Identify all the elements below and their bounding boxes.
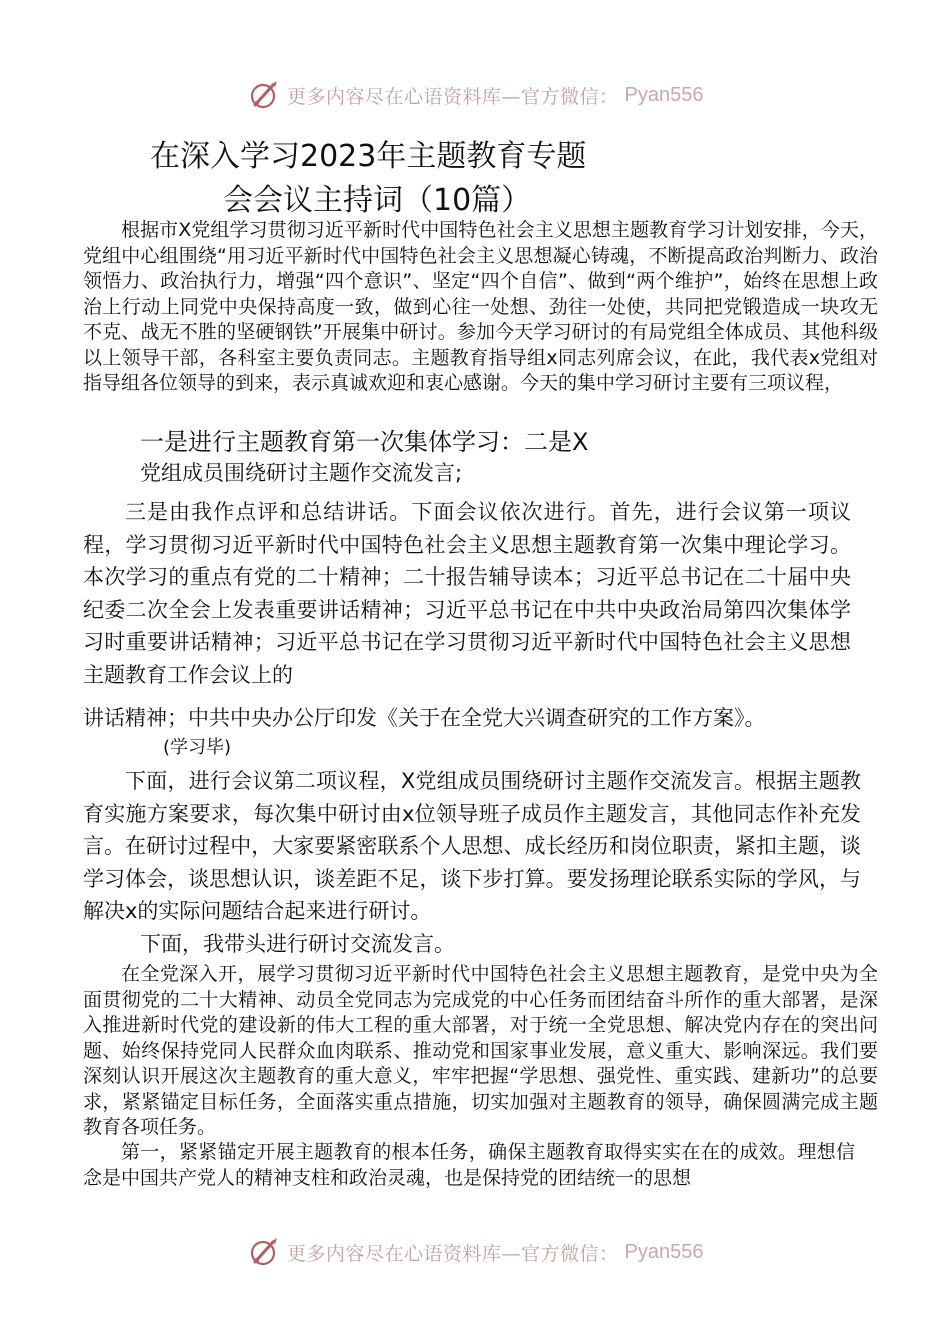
watermark-text: 更多内容尽在心语资料库—官方微信： — [287, 85, 619, 108]
watermark-footer — [247, 1235, 703, 1269]
paragraph-speech-spirit: 讲话精神；中共中央办公厅印发《关于在全党大兴调查研究的工作方案》。 — [83, 706, 766, 730]
agenda-line-1: 一是进行主题教育第一次集体学习：二是X — [140, 428, 589, 456]
paragraph-agenda-one: 三是由我作点评和总结讲话。下面会议依次进行。首先，进行会议第一项议程，学习贯彻习近平新时代中国特色社会主义思想主题教育第一次集中理论学习。本次学习的重点有党的二十精神；二十报告辅导读本；习近平总书记在二十届中央纪委二次全会上发表重要讲话精神；习近平总书记在中共中央政治局第四次集体学习时重要讲话精神；习近平总书记在学习贯彻习近平新时代中国特色社会主义思想主题教育工作会议上的 — [83, 500, 851, 687]
brush-pen-icon — [247, 1235, 281, 1269]
study-end-note: (学习毕) — [163, 737, 232, 758]
paragraph-main-theme: 在全党深入开，展学习贯彻习近平新时代中国特色社会主义思想主题教育，是党中央为全面贯彻党的二十大精神、动员全党同志为完成党的中心任务而团结奋斗所作的重大部署，是深入推进新时代党的建设新的伟大工程的重大部署，对于统一全党思想、解决党内存在的突出问题、始终保持党同人民群众血肉联系、推动党和国家事业发展，意义重大、影响深远。我们要深刻认识开展这次主题教育的重大意义，牢牢把握“学思想、强党性、重实践、建新功”的总要求，紧紧锚定目标任务，全面落实重点措施，切实加强对主题教育的领导，确保圆满完成主题教育各项任务。 — [83, 963, 878, 1138]
watermark-wechat-id: Pyan556 — [624, 83, 704, 106]
document-title-line2: 会会议主持词（10篇） — [223, 183, 532, 218]
paragraph-intro: 根据市X党组学习贯彻习近平新时代中国特色社会主义思想主题教育学习计划安排，今天，党组中心组围绕“用习近平新时代中国特色社会主义思想凝心铸魂，不断提高政治判断力、政治领悟力、政治执行力，增强“四个意识”、坚定“四个自信”、做到“两个维护”，始终在思想上政治上行动上同党中央保持高度一致，做到心往一处想、劲往一处使，共同把党锻造成一块攻无不克、战无不胜的坚硬钢铁”开展集中研讨。参加今天学习研讨的有局党组全体成员、其他科级以上领导干部，各科室主要负责同志。主题教育指导组x同志列席会议，在此，我代表x党组对指导组各位领导的到来，表示真诚欢迎和衷心感谢。今天的集中学习研讨主要有三项议程， — [83, 219, 878, 394]
paragraph-lead-speech: 下面，我带头进行研讨交流发言。 — [140, 932, 455, 956]
paragraph-first-point: 第一，紧紧锚定开展主题教育的根本任务，确保主题教育取得实实在在的成效。理想信念是中国共产党人的精神支柱和政治灵魂，也是保持党的团结统一的思想 — [83, 1141, 855, 1189]
document-title-line1: 在深入学习2023年主题教育专题 — [150, 139, 587, 174]
agenda-line-2: 党组成员围绕研讨主题作交流发言; — [140, 461, 463, 485]
watermark-header — [247, 78, 703, 112]
watermark-wechat-id: Pyan556 — [624, 1240, 704, 1263]
brush-pen-icon — [247, 78, 281, 112]
watermark-text: 更多内容尽在心语资料库—官方微信： — [287, 1242, 619, 1265]
paragraph-agenda-two: 下面，进行会议第二项议程，X党组成员围绕研讨主题作交流发言。根据主题教育实施方案要求，每次集中研讨由x位领导班子成员作主题发言，其他同志作补充发言。在研讨过程中，大家要紧密联系个人思想、成长经历和岗位职责，紧扣主题，谈学习体会，谈思想认识，谈差距不足，谈下步打算。要发扬理论联系实际的学风，与解决x的实际问题结合起来进行研讨。 — [83, 769, 861, 923]
